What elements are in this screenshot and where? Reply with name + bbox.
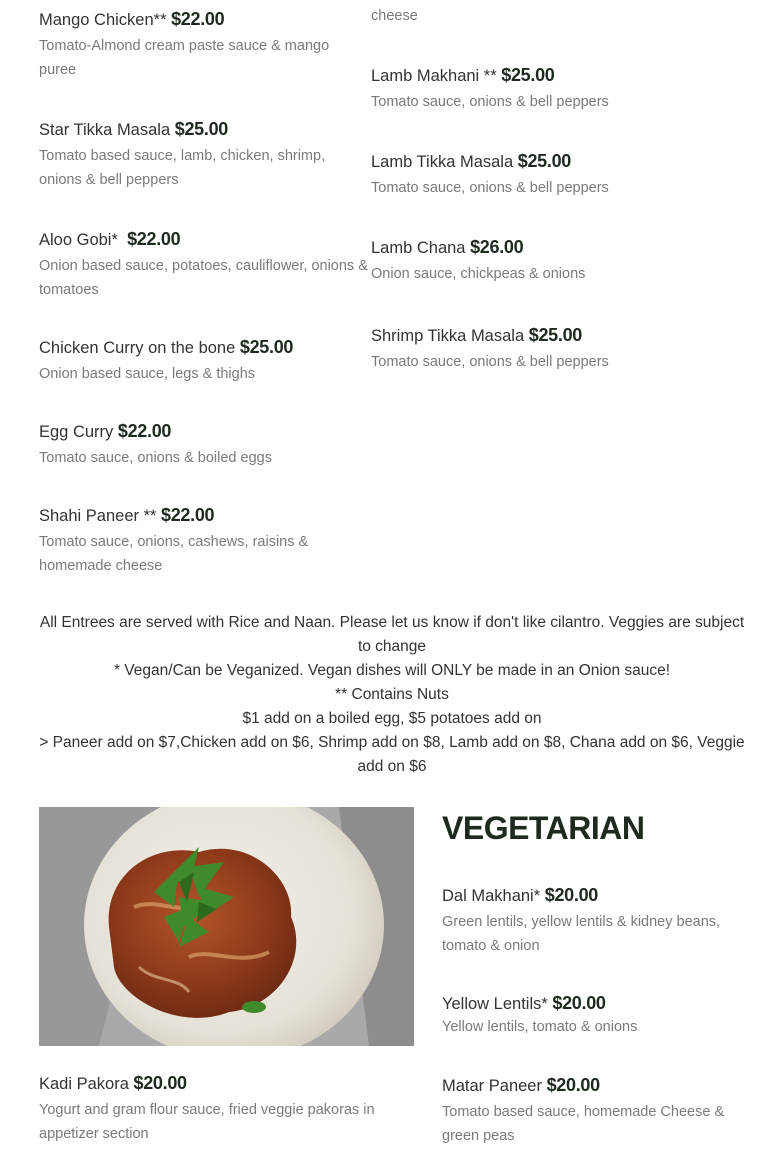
item-description: Tomato sauce, onions & boiled eggs (39, 450, 272, 466)
menu-item-lamb-tikka-masala (371, 150, 701, 200)
item-description: Tomato-Almond cream paste sauce & mango puree (39, 38, 330, 78)
item-name: Mango Chicken** (39, 11, 167, 29)
section-title-vegetarian: VEGETARIAN (442, 810, 645, 846)
item-name-line (39, 118, 369, 141)
menu-item-mango-chicken (39, 8, 369, 82)
item-description: Yellow lentils, tomato & onions (442, 1019, 638, 1035)
item-description: Tomato sauce, onions, cashews, raisins & homemade cheese (39, 534, 309, 574)
item-description: Green lentils, yellow lentils & kidney beans, tomato & onion (442, 914, 721, 954)
curry-plate-image (39, 807, 414, 1046)
menu-item-dal-makhani (442, 884, 747, 958)
item-name-line (39, 8, 369, 31)
item-name-line (371, 64, 701, 87)
item-name-line (39, 228, 369, 251)
item-price: $25.00 (174, 119, 228, 139)
menu-item-matar-paneer (442, 1074, 747, 1148)
menu-item-aloo-gobi (39, 228, 369, 302)
item-name-line (371, 324, 701, 347)
item-name-line (371, 150, 701, 173)
item-name: Matar Paneer (442, 1077, 542, 1095)
item-description: Onion based sauce, potatoes, cauliflower, onions & tomatoes (39, 258, 368, 298)
item-name: Yellow Lentils* (442, 995, 548, 1013)
menu-item-lamb-makhani (371, 64, 701, 114)
item-name-line (371, 236, 701, 259)
menu-item-shahi-paneer (39, 504, 369, 578)
item-name: Egg Curry (39, 423, 114, 441)
item-price: $20.00 (552, 993, 606, 1013)
item-name: Kadi Pakora (39, 1075, 129, 1093)
item-name: Shahi Paneer ** (39, 507, 157, 525)
item-price: $26.00 (470, 237, 524, 257)
item-name-line (442, 1074, 747, 1097)
note-line-nuts: ** Contains Nuts (335, 686, 449, 703)
menu-notes (39, 611, 745, 779)
item-name-line (39, 420, 369, 443)
item-price: $20.00 (544, 885, 598, 905)
item-name-line (39, 1072, 409, 1095)
item-name: Star Tikka Masala (39, 121, 171, 139)
item-price: $20.00 (546, 1075, 600, 1095)
item-price: $25.00 (517, 151, 572, 171)
note-line-entrees: All Entrees are served with Rice and Naan. Please let us know if don't like cilantro. Veggies are subject to change (39, 614, 745, 655)
item-price: $20.00 (133, 1073, 187, 1093)
cut-off-description: cheese (371, 8, 418, 24)
item-description: Onion based sauce, legs & thighs (39, 366, 256, 382)
item-name-line (442, 884, 747, 907)
item-description: Yogurt and gram flour sauce, fried veggie pakoras in appetizer section (39, 1102, 375, 1142)
item-price: $25.00 (501, 65, 555, 85)
note-line-vegan: * Vegan/Can be Veganized. Vegan dishes will ONLY be made in an Onion sauce! (113, 662, 671, 679)
item-description: Tomato based sauce, lamb, chicken, shrimp, onions & bell peppers (39, 148, 326, 188)
item-name-line (442, 992, 747, 1015)
item-description: Onion sauce, chickpeas & onions (371, 266, 586, 282)
item-name: Lamb Makhani ** (371, 67, 497, 85)
item-description: Tomato sauce, onions & bell peppers (371, 94, 609, 110)
item-price: $22.00 (171, 9, 225, 29)
item-description: Tomato sauce, onions & bell peppers (371, 180, 609, 196)
item-description: Tomato based sauce, homemade Cheese & green peas (442, 1104, 725, 1144)
item-name: Aloo Gobi* (39, 231, 118, 249)
menu-item-lamb-chana (371, 236, 701, 286)
item-name-line (39, 336, 369, 359)
note-line-protein-addons: > Paneer add on $7,Chicken add on $6, Shrimp add on $8, Lamb add on $8, Chana add on $6, Veggie add on $6 (39, 734, 745, 775)
item-price: $25.00 (239, 337, 294, 357)
item-name: Lamb Tikka Masala (371, 153, 514, 171)
item-name: Chicken Curry on the bone (39, 339, 236, 357)
item-price: $22.00 (117, 421, 172, 441)
item-description: Tomato sauce, onions & bell peppers (371, 354, 609, 370)
menu-item-yellow-lentils (442, 992, 747, 1039)
note-line-addons: $1 add on a boiled egg, $5 potatoes add on (242, 710, 542, 727)
menu-item-kadi-pakora (39, 1072, 409, 1146)
item-name: Shrimp Tikka Masala (371, 327, 525, 345)
item-price: $25.00 (528, 325, 582, 345)
dish-photo (39, 807, 414, 1046)
menu-item-star-tikka-masala (39, 118, 369, 192)
item-name: Dal Makhani* (442, 887, 541, 905)
menu-item-chicken-curry (39, 336, 369, 386)
menu-item-egg-curry (39, 420, 369, 470)
item-name: Lamb Chana (371, 239, 466, 257)
menu-item-shrimp-tikka-masala (371, 324, 701, 374)
item-price: $22.00 (161, 505, 215, 525)
item-name-line (39, 504, 369, 527)
item-price: $22.00 (127, 229, 181, 249)
